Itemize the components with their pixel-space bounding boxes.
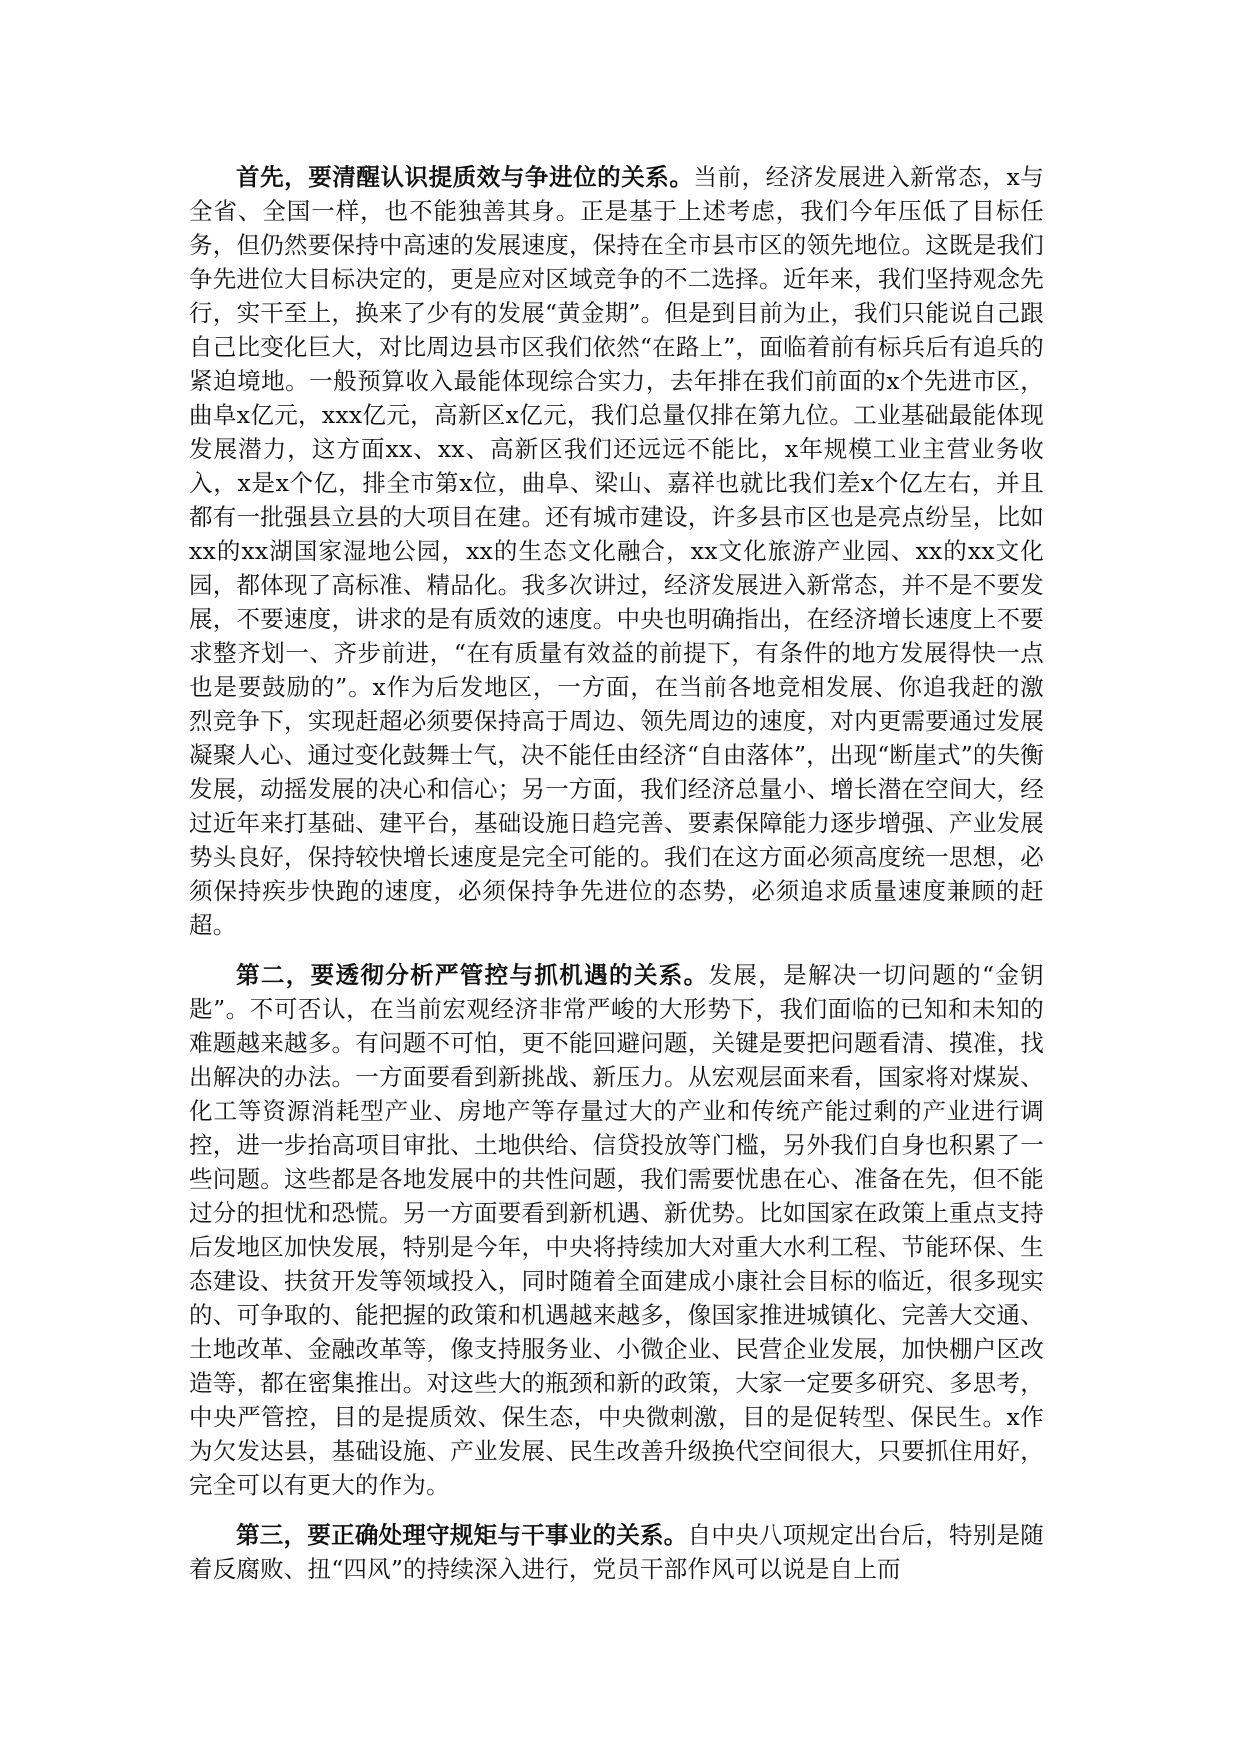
paragraph-3-heading: 第三，要正确处理守规矩与干事业的关系。	[236, 1521, 688, 1549]
paragraph-3	[189, 1518, 1044, 1586]
paragraph-1	[189, 160, 1044, 942]
document-body	[189, 160, 1044, 1586]
paragraph-2	[189, 958, 1044, 1502]
paragraph-3-text: 自中央八项规定出台后，特别是随着反腐败、扭“四风”的持续深入进行，党员干部作风可以说是自上而	[189, 1521, 1044, 1583]
paragraph-2-heading: 第二，要透彻分析严管控与抓机遇的关系。	[236, 961, 709, 989]
paragraph-1-text: 当前，经济发展进入新常态，x与全省、全国一样，也不能独善其身。正是基于上述考虑，我们今年压低了目标任务，但仍然要保持中高速的发展速度，保持在全市县市区的领先地位。这既是我们争先进位大目标决定的，更是应对区域竞争的不二选择。近年来，我们坚持观念先行，实干至上，换来了少有的发展“黄金期”。但是到目前为止，我们只能说自己跟自己比变化巨大，对比周边县市区我们依然“在路上”，面临着前有标兵后有追兵的紧迫境地。一般预算收入最能体现综合实力，去年排在我们前面的x个先进市区，曲阜x亿元，xxx亿元，高新区x亿元，我们总量仅排在第九位。工业基础最能体现发展潜力，这方面xx、xx、高新区我们还远远不能比，x年规模工业主营业务收入，x是x个亿，排全市第x位，曲阜、梁山、嘉祥也就比我们差x个亿左右，并且都有一批强县立县的大项目在建。还有城市建设，许多县市区也是亮点纷呈，比如xx的xx湖国家湿地公园，xx的生态文化融合，xx文化旅游产业园、xx的xx文化园，都体现了高标准、精品化。我多次讲过，经济发展进入新常态，并不是不要发展，不要速度，讲求的是有质效的速度。中央也明确指出，在经济增长速度上不要求整齐划一、齐步前进，“在有质量有效益的前提下，有条件的地方发展得快一点也是要鼓励的”。x作为后发地区，一方面，在当前各地竞相发展、你追我赶的激烈竞争下，实现赶超必须要保持高于周边、领先周边的速度，对内更需要通过发展凝聚人心、通过变化鼓舞士气，决不能任由经济“自由落体”，出现“断崖式”的失衡发展，动摇发展的决心和信心；另一方面，我们经济总量小、增长潜在空间大，经过近年来打基础、建平台，基础设施日趋完善、要素保障能力逐步增强、产业发展势头良好，保持较快增长速度是完全可能的。我们在这方面必须高度统一思想，必须保持疾步快跑的速度，必须保持争先进位的态势，必须追求质量速度兼顾的赶超。	[189, 163, 1044, 939]
paragraph-2-text: 发展，是解决一切问题的“金钥匙”。不可否认，在当前宏观经济非常严峻的大形势下，我们面临的已知和未知的难题越来越多。有问题不可怕，更不能回避问题，关键是要把问题看清、摸准，找出解决的办法。一方面要看到新挑战、新压力。从宏观层面来看，国家将对煤炭、化工等资源消耗型产业、房地产等存量过大的产业和传统产能过剩的产业进行调控，进一步抬高项目审批、土地供给、信贷投放等门槛，另外我们自身也积累了一些问题。这些都是各地发展中的共性问题，我们需要忧患在心、准备在先，但不能过分的担忧和恐慌。另一方面要看到新机遇、新优势。比如国家在政策上重点支持后发地区加快发展，特别是今年，中央将持续加大对重大水利工程、节能环保、生态建设、扶贫开发等领域投入，同时随着全面建成小康社会目标的临近，很多现实的、可争取的、能把握的政策和机遇越来越多，像国家推进城镇化、完善大交通、土地改革、金融改革等，像支持服务业、小微企业、民营企业发展，加快棚户区改造等，都在密集推出。对这些大的瓶颈和新的政策，大家一定要多研究、多思考，中央严管控，目的是提质效、保生态，中央微刺激，目的是促转型、保民生。x作为欠发达县，基础设施、产业发展、民生改善升级换代空间很大，只要抓住用好，完全可以有更大的作为。	[189, 961, 1044, 1499]
paragraph-1-heading: 首先，要清醒认识提质效与争进位的关系。	[236, 163, 694, 191]
